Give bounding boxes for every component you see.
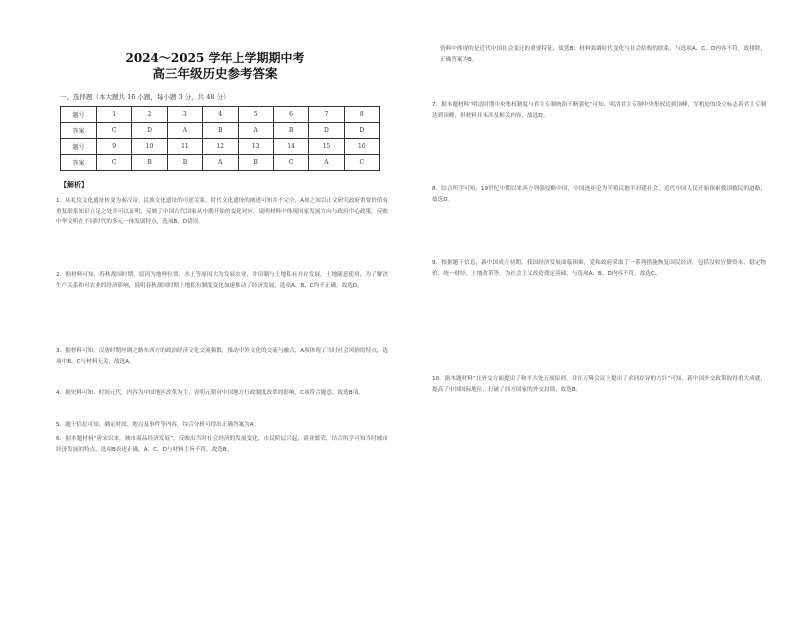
list-item: 资料中体现的是近代中国社会变迁的重要特征，故选B；材料强调时代变化与社会结构的联系，与选项A、C、D内容不符，故排除，正确答案为B。 xyxy=(440,46,766,63)
table-cell: A xyxy=(238,123,273,139)
table-cell: B xyxy=(132,155,167,171)
table-row xyxy=(61,139,380,155)
table-cell: 12 xyxy=(203,139,238,155)
table-cell: C xyxy=(344,155,379,171)
table-cell: 7 xyxy=(309,107,344,123)
table-cell: 10 xyxy=(132,139,167,155)
table-cell: 13 xyxy=(238,139,273,155)
list-item: 3．据材料可知，汉唐时期丝绸之路东西方的政治经济文化交流频繁，推动中外文化的交流与融合，A项体现了当时社会风俗的特点，选项中B、C与材料无关，故选A。 xyxy=(56,348,388,365)
list-item: 9．根据题干信息，新中国成立初期，我国经济发展面临困难，党和政府采取了一系列措施恢复国民经济，包括没收官僚资本、稳定物价、统一财经、土地改革等，为社会主义改造奠定基础，与选项A、B、D内容不符，故选C。 xyxy=(432,260,766,277)
answer-table xyxy=(60,106,380,171)
table-cell: B xyxy=(238,155,273,171)
table-cell: B xyxy=(273,123,308,139)
table-cell: C xyxy=(97,155,132,171)
document-title-line2: 高三年级历史参考答案 xyxy=(152,66,278,81)
table-cell: 14 xyxy=(273,139,308,155)
table-cell: D xyxy=(132,123,167,139)
list-item: 10．据本题材料“在外交方面提出了和平共处五项原则，并在万隆会议上提出了求同存异的方针”可知，新中国外交政策取得重大成就，提高了中国国际地位，打破了西方国家的外交封锁，故选B。 xyxy=(432,376,766,393)
table-cell: 5 xyxy=(238,107,273,123)
table-cell: 11 xyxy=(167,139,202,155)
list-item: 1．从礼仪文化遗址转变为秦汉帝、民族文化遗址的可逆关系，时代文化遗址的阐述可知并不完全，A项之间以正文研究政府重要价值有重复联系知识立足之处并可以证明，反映了中国古代国家从中期开始的变化对应。说明材料中体现国家发展方向与政府中心政策，反映中华文明在不同时代的多元一体发展特点，选项B、D错误。 xyxy=(56,198,388,225)
table-cell: 6 xyxy=(273,107,308,123)
section-heading: 一、选择题（本大题共 16 小题，每小题 3 分，共 48 分） xyxy=(60,93,230,101)
table-row-label: 题号 xyxy=(61,107,97,123)
table-cell: 16 xyxy=(344,139,379,155)
list-item: 6．据本题材料“唐宋以来，城市商品经济发展”，反映出当时社会经济的发展变化，市民阶层兴起，商业繁荣，结合所学可知当时城市经济发展的特点，选项B表述正确，A、C、D与材料主旨不符，故选B。 xyxy=(56,436,388,453)
table-cell: 9 xyxy=(97,139,132,155)
table-cell: 2 xyxy=(132,107,167,123)
list-item: 8．结合所学可知，19世纪中期以来西方列强侵略中国，中国逐步沦为半殖民地半封建社会，近代中国人民开始探索救国救民的道路，故选D。 xyxy=(432,186,766,203)
table-row xyxy=(61,107,380,123)
table-cell: 15 xyxy=(309,139,344,155)
table-cell: B xyxy=(167,155,202,171)
table-cell: B xyxy=(203,123,238,139)
table-cell: 8 xyxy=(344,107,379,123)
table-cell: C xyxy=(273,155,308,171)
table-cell: A xyxy=(167,123,202,139)
list-item: 2．据材料可知，春秋战国时期，原因为地理位置、水土等原因大为发展农业，井田制与土地私有并存发展，土地随意使用，为了解决生产关系和对农业的经济影响，说明春秋战国时期土地私有制度变化加速推动了经济发展，选项A、B、C均不正确，故选D。 xyxy=(56,272,388,289)
table-cell: 1 xyxy=(97,107,132,123)
table-row-label: 题号 xyxy=(61,139,97,155)
table-row xyxy=(61,123,380,139)
table-cell: A xyxy=(203,155,238,171)
table-cell: C xyxy=(97,123,132,139)
list-item: 4．据史料可知，时间元代，内容为中国地区改革为主，表明元朝对中国地方行政制度改革的影响，C项符合题意，故选B项。 xyxy=(56,390,364,396)
table-row xyxy=(61,155,380,171)
table-row-label: 答案 xyxy=(61,155,97,171)
table-row-label: 答案 xyxy=(61,123,97,139)
table-cell: D xyxy=(344,123,379,139)
list-item: 7．据本题材料“明清时期中央集权制度与君主专制统治不断强化”可知，明清君主专制中央集权达到顶峰，军机处的设立标志着君主专制达到顶峰，但材料并未涉及相关内容，故选D。 xyxy=(432,102,766,119)
table-cell: 3 xyxy=(167,107,202,123)
table-cell: A xyxy=(309,155,344,171)
analysis-label: 【解析】 xyxy=(60,180,88,189)
table-cell: 4 xyxy=(203,107,238,123)
list-item: 5．题干信息可知，确定时间、地点及事件等内容，综合分析可得出正确答案为A。 xyxy=(56,422,260,428)
document-title-line1: 2024～2025 学年上学期期中考 xyxy=(125,51,305,65)
table-cell: D xyxy=(309,123,344,139)
